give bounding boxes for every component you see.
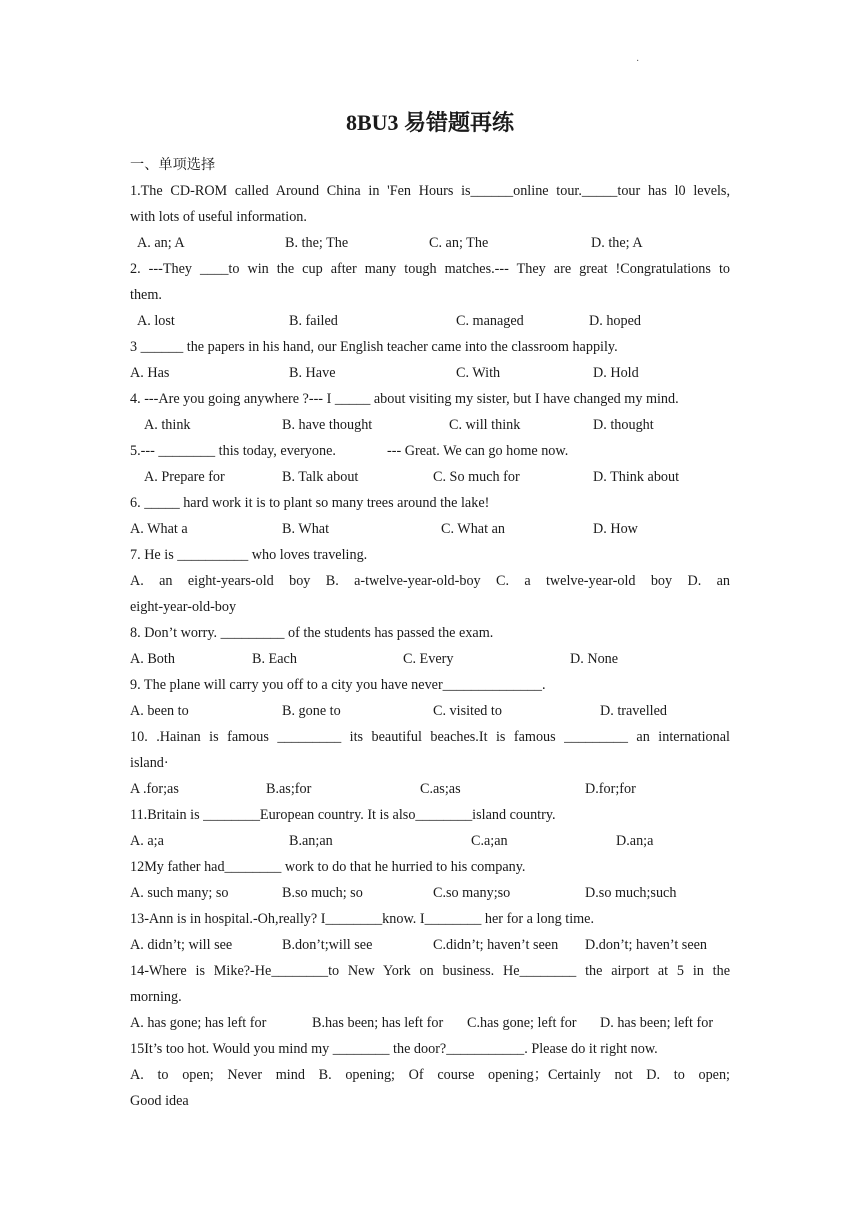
question-14-options [130,1010,730,1036]
question-5-options [130,464,730,490]
question-1-line-1: 1.The CD-ROM called Around China in 'Fen Hours is______online tour._____tour has l0 levels, [130,183,730,199]
question-15-line-1: 15It’s too hot. Would you mind my ________ the door?___________. Please do it right now. [130,1041,658,1057]
option-c: C.has gone; left for [467,1015,577,1031]
question-1-options [130,230,730,256]
option-c: C.so many;so [433,885,511,901]
option-a: A. Prepare for [144,469,225,485]
option-c: C. will think [449,417,521,433]
option-b: B.has been; has left for [312,1015,444,1031]
question-2-options [130,308,730,334]
question-list [130,152,730,1114]
option-c: C.a;an [471,833,508,849]
question-3-options [130,360,730,386]
question-4-options [130,412,730,438]
option-c: C. With [456,365,501,381]
option-a: A. a;a [130,833,164,849]
option-a: A. think [144,417,191,433]
option-a: A. an; A [137,235,185,251]
question-9-options [130,698,730,724]
option-d: D.don’t; haven’t seen [585,937,708,953]
option-c: C. managed [456,313,524,329]
option-b: B. Have [289,365,336,381]
option-d: D. None [570,651,619,667]
question-7-line-1: 7. He is __________ who loves traveling. [130,547,368,563]
option-d: D.an;a [616,833,654,849]
question-12-options [130,880,730,906]
question-2-line-1: 2. ---They ____to win the cup after many tough matches.--- They are great !Congratulations to [130,261,730,277]
option-c: C.didn’t; haven’t seen [433,937,559,953]
option-b: B. failed [289,313,338,329]
question-14-line-1: 14-Where is Mike?-He________to New York on business. He________ the airport at 5 in the [130,963,730,979]
option-c: C. an; The [429,235,489,251]
question-10-line-1: 10. .Hainan is famous _________ its beautiful beaches.It is famous _________ an international [130,729,730,745]
option-b: B. Talk about [282,469,359,485]
option-a: A. didn’t; will see [130,937,233,953]
option-d: D. hoped [589,313,642,329]
question-5-reply: --- Great. We can go home now. [387,443,569,459]
option-c: C. So much for [433,469,520,485]
option-b: B. the; The [285,235,349,251]
option-d: D. How [593,521,638,537]
option-d: D. travelled [600,703,667,719]
option-a: A. Has [130,365,170,381]
question-9-line-1: 9. The plane will carry you off to a city you have never______________. [130,677,546,693]
question-10-options [130,776,730,802]
option-b: B. What [282,521,330,537]
option-c: C. Every [403,651,454,667]
question-7-options-line: A. an eight-years-old boy B. a-twelve-year-old-boy C. a twelve-year-old boy D. an [130,573,730,589]
page-title: 8BU3 易错题再练 [345,110,515,135]
option-c: C.as;as [420,781,461,797]
header-mark: · [636,56,640,67]
option-b: B.as;for [266,781,312,797]
question-14-line-2: morning. [130,989,182,1005]
question-11-options [130,828,730,854]
question-13-line-1: 13-Ann is in hospital.-Oh,really? I________know. I________ her for a long time. [130,911,595,927]
question-6-line-1: 6. _____ hard work it is to plant so many trees around the lake! [130,495,490,511]
question-15-options-line-2: Good idea [130,1093,189,1109]
question-5-line-1 [130,438,730,464]
option-d: D.for;for [585,781,636,797]
option-a: A. has gone; has left for [130,1015,267,1031]
question-10-line-2: island· [130,755,169,771]
section-heading: 一、单项选择 [130,157,216,173]
option-c: C. visited to [433,703,502,719]
option-a: A. lost [137,313,175,329]
question-6-options [130,516,730,542]
option-d: D. the; A [591,235,643,251]
option-b: B. Each [252,651,297,667]
question-5-prompt: 5.--- ________ this today, everyone. [130,443,336,459]
option-d: D. thought [593,417,654,433]
question-1-line-2: with lots of useful information. [130,209,307,225]
question-3-line-1: 3 ______ the papers in his hand, our English teacher came into the classroom happily. [130,339,618,355]
option-a: A .for;as [130,781,179,797]
question-13-options [130,932,730,958]
option-b: B.so much; so [282,885,363,901]
option-d: D.so much;such [585,885,677,901]
option-b: B.an;an [289,833,333,849]
question-11-line-1: 11.Britain is ________European country. It is also________island country. [130,807,556,823]
option-c: C. What an [441,521,505,537]
option-a: A. Both [130,651,175,667]
question-2-line-2: them. [130,287,162,303]
option-d: D. Hold [593,365,639,381]
option-b: B.don’t;will see [282,937,373,953]
option-b: B. gone to [282,703,341,719]
question-12-line-1: 12My father had________ work to do that he hurried to his company. [130,859,526,875]
question-15-options-line: A. to open; Never mind B. opening; Of course opening；Certainly not D. to open; [130,1067,730,1083]
option-b: B. have thought [282,417,373,433]
question-4-line-1: 4. ---Are you going anywhere ?--- I _____ about visiting my sister, but I have changed my mind. [130,391,679,407]
option-d: D. Think about [593,469,680,485]
option-a: A. been to [130,703,189,719]
option-a: A. What a [130,521,188,537]
question-7-options-line-2: eight-year-old-boy [130,599,237,615]
option-d: D. has been; left for [600,1015,714,1031]
option-a: A. such many; so [130,885,229,901]
question-8-options [130,646,730,672]
question-8-line-1: 8. Don’t worry. _________ of the students has passed the exam. [130,625,494,641]
